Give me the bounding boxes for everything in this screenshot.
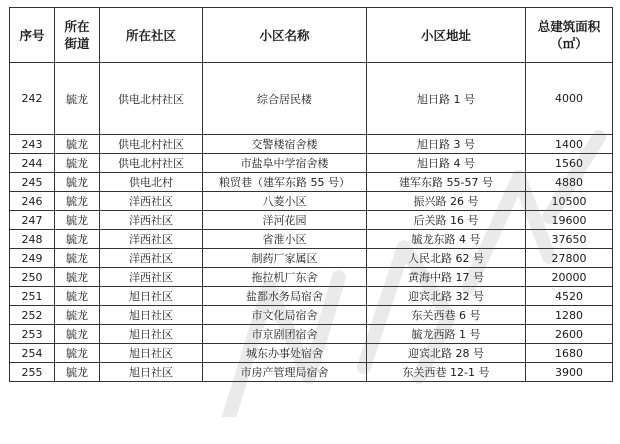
cell-address: 建军东路 55-57 号 — [367, 173, 526, 192]
cell-street: 毓龙 — [55, 211, 100, 230]
cell-name: 省淮小区 — [203, 230, 367, 249]
cell-community: 供电北村 — [100, 173, 203, 192]
header-address: 小区地址 — [367, 8, 526, 63]
table-row — [10, 268, 613, 287]
cell-name: 八菱小区 — [203, 192, 367, 211]
cell-address: 旭日路 3 号 — [367, 135, 526, 154]
cell-area: 4880 — [526, 173, 613, 192]
cell-community: 洋西社区 — [100, 230, 203, 249]
cell-address: 迎宾北路 28 号 — [367, 344, 526, 363]
cell-street: 毓龙 — [55, 173, 100, 192]
cell-community: 供电北村社区 — [100, 63, 203, 135]
cell-index: 244 — [10, 154, 55, 173]
cell-index: 251 — [10, 287, 55, 306]
cell-index: 246 — [10, 192, 55, 211]
cell-address: 后关路 16 号 — [367, 211, 526, 230]
table-row — [10, 363, 613, 382]
cell-community: 旭日社区 — [100, 344, 203, 363]
cell-name: 综合居民楼 — [203, 63, 367, 135]
cell-name: 粮贸巷（建军东路 55 号） — [203, 173, 367, 192]
cell-area: 19600 — [526, 211, 613, 230]
cell-address: 黄海中路 17 号 — [367, 268, 526, 287]
cell-community: 旭日社区 — [100, 287, 203, 306]
cell-index: 255 — [10, 363, 55, 382]
table-row — [10, 325, 613, 344]
cell-community: 旭日社区 — [100, 363, 203, 382]
table-row — [10, 63, 613, 135]
cell-index: 247 — [10, 211, 55, 230]
header-community: 所在社区 — [100, 8, 203, 63]
cell-name: 市房产管理局宿舍 — [203, 363, 367, 382]
cell-community: 洋西社区 — [100, 249, 203, 268]
cell-address: 人民北路 62 号 — [367, 249, 526, 268]
cell-name: 制药厂家属区 — [203, 249, 367, 268]
cell-area: 4000 — [526, 63, 613, 135]
cell-street: 毓龙 — [55, 230, 100, 249]
cell-street: 毓龙 — [55, 192, 100, 211]
table-row — [10, 173, 613, 192]
header-index: 序号 — [10, 8, 55, 63]
cell-street: 毓龙 — [55, 63, 100, 135]
housing-table — [9, 7, 613, 382]
cell-community: 洋西社区 — [100, 268, 203, 287]
cell-name: 盐都水务局宿舍 — [203, 287, 367, 306]
cell-street: 毓龙 — [55, 135, 100, 154]
cell-name: 市盐阜中学宿舍楼 — [203, 154, 367, 173]
table-row — [10, 135, 613, 154]
table-row — [10, 306, 613, 325]
table-header-row — [10, 8, 613, 63]
cell-street: 毓龙 — [55, 325, 100, 344]
header-name: 小区名称 — [203, 8, 367, 63]
cell-index: 252 — [10, 306, 55, 325]
cell-address: 旭日路 4 号 — [367, 154, 526, 173]
cell-area: 4520 — [526, 287, 613, 306]
cell-address: 东关西巷 12-1 号 — [367, 363, 526, 382]
table-body — [10, 63, 613, 382]
cell-area: 20000 — [526, 268, 613, 287]
cell-address: 毓龙东路 4 号 — [367, 230, 526, 249]
cell-area: 10500 — [526, 192, 613, 211]
header-street — [55, 8, 100, 63]
cell-area: 3900 — [526, 363, 613, 382]
cell-street: 毓龙 — [55, 363, 100, 382]
cell-index: 248 — [10, 230, 55, 249]
cell-name: 城东办事处宿舍 — [203, 344, 367, 363]
cell-street: 毓龙 — [55, 287, 100, 306]
cell-name: 拖拉机厂东舍 — [203, 268, 367, 287]
cell-street: 毓龙 — [55, 249, 100, 268]
header-area-line2: （㎡） — [550, 36, 588, 51]
header-area — [526, 8, 613, 63]
cell-index: 243 — [10, 135, 55, 154]
header-area-line1: 总建筑面积 — [537, 19, 601, 34]
cell-area: 1680 — [526, 344, 613, 363]
cell-name: 市京剧团宿舍 — [203, 325, 367, 344]
cell-street: 毓龙 — [55, 154, 100, 173]
header-street-line2: 街道 — [64, 36, 90, 51]
cell-street: 毓龙 — [55, 344, 100, 363]
table-row — [10, 249, 613, 268]
table-row — [10, 344, 613, 363]
cell-area: 1400 — [526, 135, 613, 154]
cell-address: 毓龙西路 1 号 — [367, 325, 526, 344]
cell-index: 253 — [10, 325, 55, 344]
cell-community: 洋西社区 — [100, 192, 203, 211]
cell-community: 旭日社区 — [100, 306, 203, 325]
table-row — [10, 211, 613, 230]
cell-area: 2600 — [526, 325, 613, 344]
cell-community: 供电北村社区 — [100, 135, 203, 154]
cell-index: 250 — [10, 268, 55, 287]
cell-area: 1560 — [526, 154, 613, 173]
cell-address: 东关西巷 6 号 — [367, 306, 526, 325]
housing-table-sheet — [9, 7, 612, 439]
cell-area: 27800 — [526, 249, 613, 268]
cell-community: 旭日社区 — [100, 325, 203, 344]
table-row — [10, 192, 613, 211]
cell-index: 254 — [10, 344, 55, 363]
cell-name: 交警楼宿舍楼 — [203, 135, 367, 154]
cell-area: 1280 — [526, 306, 613, 325]
cell-address: 振兴路 26 号 — [367, 192, 526, 211]
cell-community: 洋西社区 — [100, 211, 203, 230]
cell-name: 市文化局宿舍 — [203, 306, 367, 325]
cell-index: 242 — [10, 63, 55, 135]
header-street-line1: 所在 — [64, 19, 90, 34]
cell-street: 毓龙 — [55, 306, 100, 325]
cell-address: 旭日路 1 号 — [367, 63, 526, 135]
cell-community: 供电北村社区 — [100, 154, 203, 173]
cell-index: 245 — [10, 173, 55, 192]
cell-name: 洋河花园 — [203, 211, 367, 230]
cell-address: 迎宾北路 32 号 — [367, 287, 526, 306]
table-row — [10, 230, 613, 249]
table-row — [10, 287, 613, 306]
cell-index: 249 — [10, 249, 55, 268]
cell-area: 37650 — [526, 230, 613, 249]
table-row — [10, 154, 613, 173]
cell-street: 毓龙 — [55, 268, 100, 287]
